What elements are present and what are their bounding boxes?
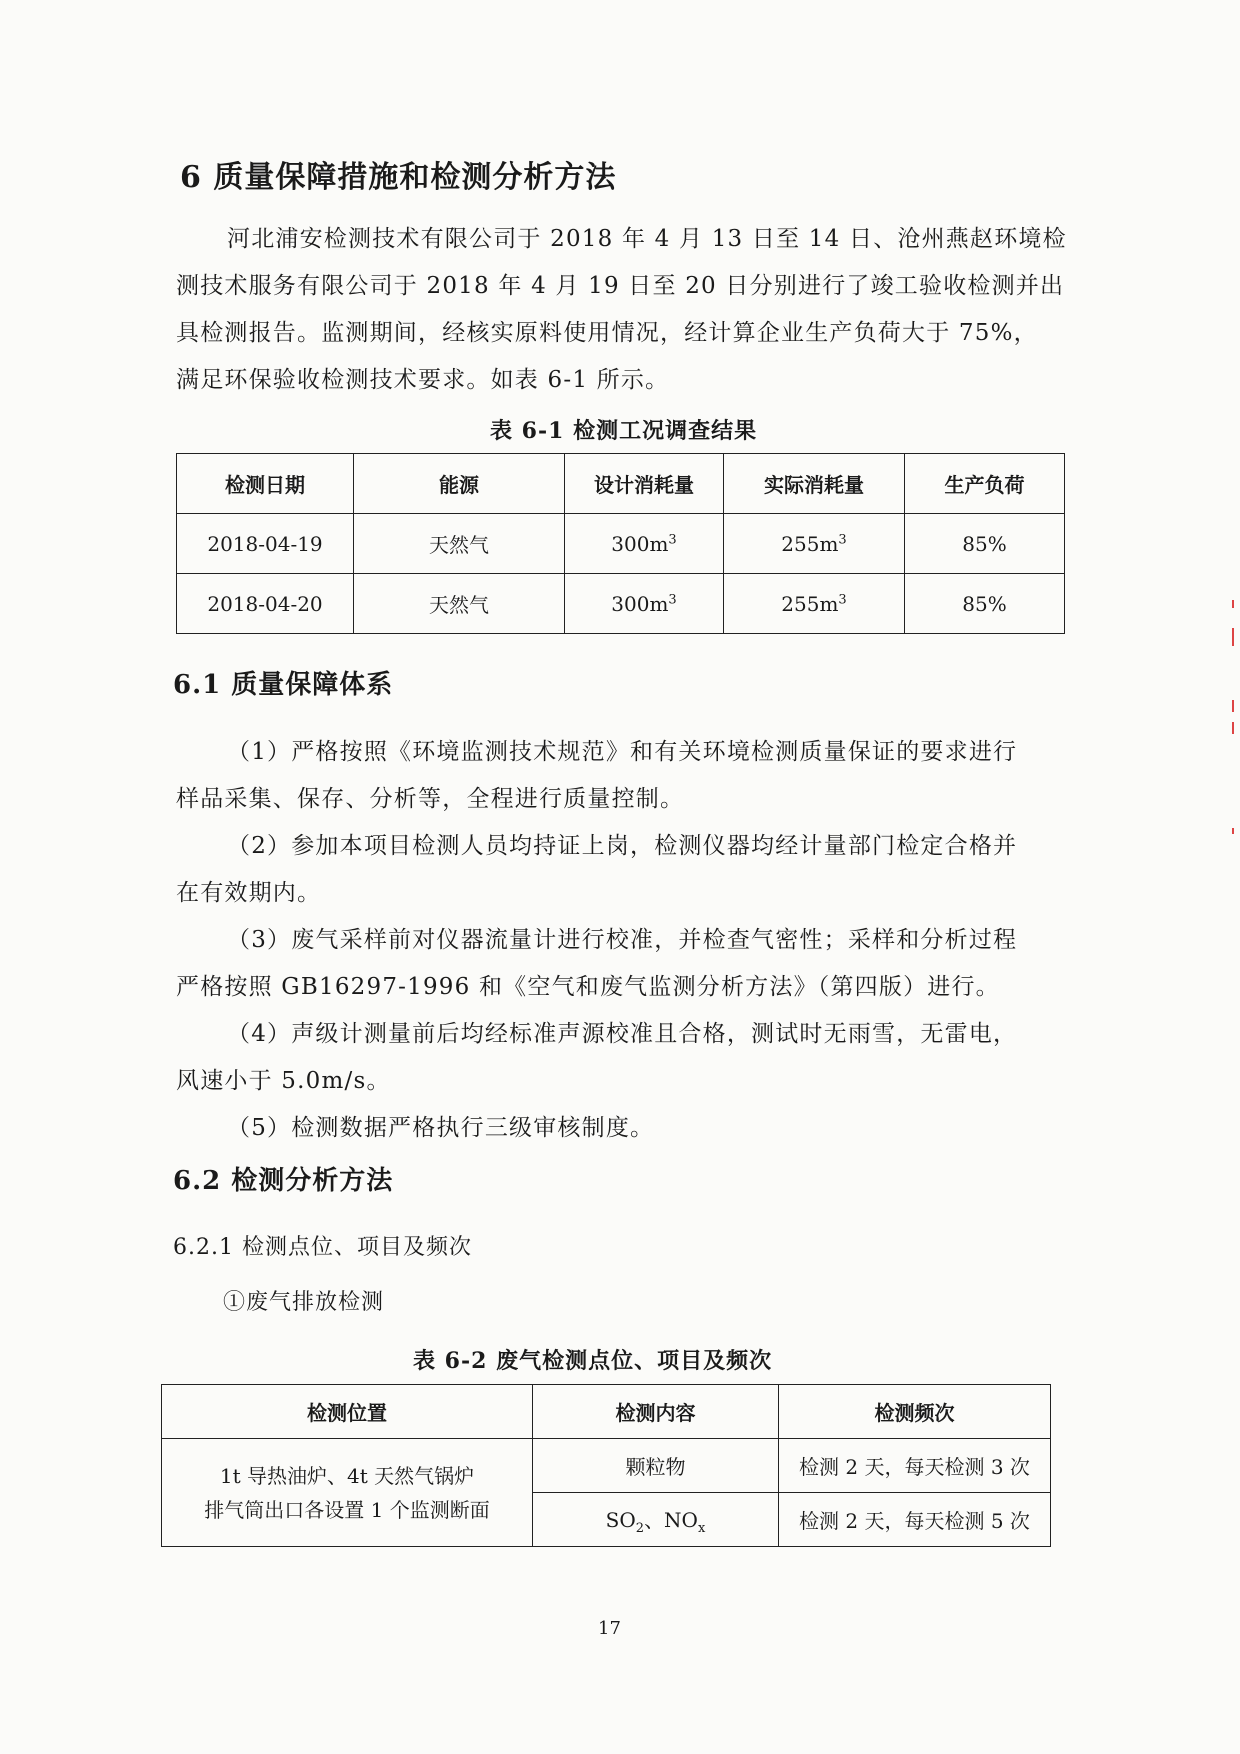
- table1-caption: 表 6-1 检测工况调查结果: [490, 418, 758, 444]
- cell-date: 2018-04-20: [177, 574, 354, 634]
- table-header-row: [177, 454, 1065, 514]
- intro-line-2: 测技术服务有限公司于 2018 年 4 月 19 日至 20 日分别进行了竣工验收检测并出: [176, 273, 1065, 299]
- header-content: 检测内容: [533, 1385, 779, 1439]
- subsection-6-2-1: 6.2.1 检测点位、项目及频次: [173, 1235, 472, 1260]
- section-6-2-title: 6.2 检测分析方法: [173, 1166, 394, 1196]
- qa-line-5: （3）废气采样前对仪器流量计进行校准，并检查气密性；采样和分析过程: [227, 927, 1018, 953]
- qa-line-2: 样品采集、保存、分析等，全程进行质量控制。: [176, 786, 685, 812]
- scan-mark: [1232, 828, 1234, 834]
- scan-mark: [1232, 628, 1234, 646]
- scan-mark: [1232, 600, 1234, 608]
- qa-line-1: （1）严格按照《环境监测技术规范》和有关环境检测质量保证的要求进行: [227, 739, 1018, 765]
- qa-line-9: （5）检测数据严格执行三级审核制度。: [227, 1115, 655, 1141]
- header-energy: 能源: [354, 454, 565, 514]
- cell-date: 2018-04-19: [177, 514, 354, 574]
- table2-caption: 表 6-2 废气检测点位、项目及频次: [413, 1348, 773, 1374]
- qa-line-4: 在有效期内。: [176, 880, 322, 906]
- table-row: [177, 514, 1065, 574]
- intro-line-1: 河北浦安检测技术有限公司于 2018 年 4 月 13 日至 14 日、沧州燕赵环境检: [227, 226, 1067, 252]
- table-6-1: [176, 453, 1065, 634]
- table-row: [162, 1439, 1051, 1493]
- page-number: 17: [598, 1618, 621, 1639]
- section-6-1-title: 6.1 质量保障体系: [173, 670, 394, 700]
- intro-line-3: 具检测报告。监测期间，经核实原料使用情况，经计算企业生产负荷大于 75%，: [176, 320, 1038, 346]
- table-header-row: [162, 1385, 1051, 1439]
- scan-mark: [1232, 700, 1234, 712]
- cell-content: 颗粒物: [533, 1439, 779, 1493]
- table-row: [177, 574, 1065, 634]
- section-heading: 6 质量保障措施和检测分析方法: [180, 160, 617, 195]
- cell-actual: $255m^3$: [724, 514, 905, 574]
- cell-content: $SO_2$、$NO_x$: [533, 1493, 779, 1547]
- cell-location: 1t 导热油炉、4t 天然气锅炉 排气筒出口各设置 1 个监测断面: [162, 1439, 533, 1547]
- header-location: 检测位置: [162, 1385, 533, 1439]
- header-load: 生产负荷: [905, 454, 1065, 514]
- qa-line-8: 风速小于 5.0m/s。: [176, 1068, 391, 1094]
- table-6-2: [161, 1384, 1051, 1547]
- qa-line-6: 严格按照 GB16297-1996 和《空气和废气监测分析方法》（第四版）进行。: [176, 974, 1000, 1000]
- header-design-consumption: 设计消耗量: [565, 454, 724, 514]
- header-frequency: 检测频次: [779, 1385, 1051, 1439]
- intro-line-4: 满足环保验收检测技术要求。如表 6-1 所示。: [176, 367, 670, 393]
- scan-mark: [1232, 722, 1234, 734]
- header-actual-consumption: 实际消耗量: [724, 454, 905, 514]
- qa-line-3: （2）参加本项目检测人员均持证上岗，检测仪器均经计量部门检定合格并: [227, 833, 1018, 859]
- cell-design: $300m^3$: [565, 514, 724, 574]
- cell-load: 85%: [905, 574, 1065, 634]
- cell-energy: 天然气: [354, 514, 565, 574]
- cell-actual: $255m^3$: [724, 574, 905, 634]
- item-exhaust-monitoring: ①废气排放检测: [223, 1290, 385, 1315]
- cell-frequency: 检测 2 天，每天检测 5 次: [779, 1493, 1051, 1547]
- qa-line-7: （4）声级计测量前后均经标准声源校准且合格，测试时无雨雪，无雷电，: [227, 1021, 1018, 1047]
- cell-design: $300m^3$: [565, 574, 724, 634]
- header-date: 检测日期: [177, 454, 354, 514]
- cell-load: 85%: [905, 514, 1065, 574]
- cell-energy: 天然气: [354, 574, 565, 634]
- cell-frequency: 检测 2 天，每天检测 3 次: [779, 1439, 1051, 1493]
